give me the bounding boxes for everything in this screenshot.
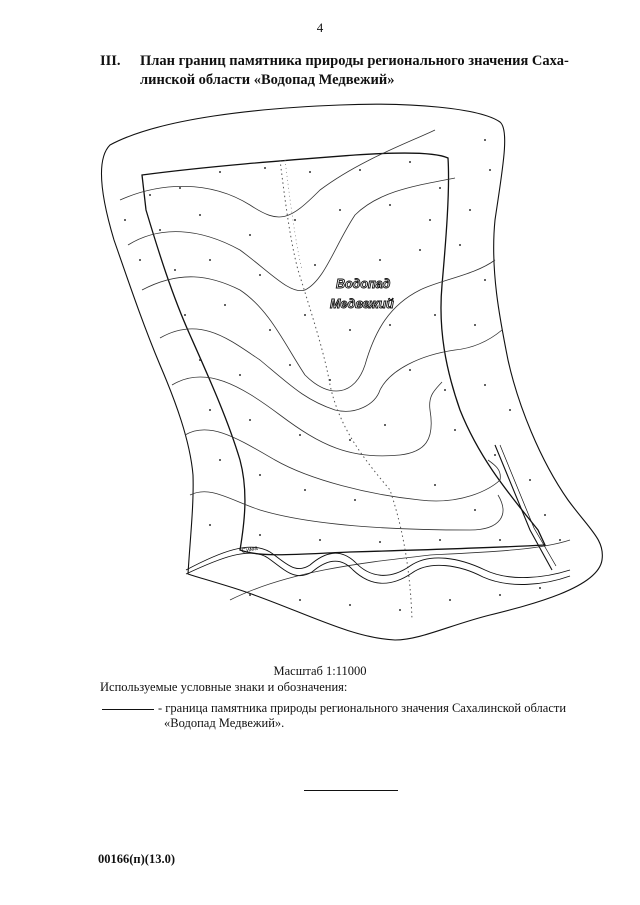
title-line-2: линской области «Водопад Медвежий» [140, 72, 395, 88]
legend-desc-line-2: «Водопад Медвежий». [164, 716, 285, 730]
monument-boundary [142, 153, 545, 555]
end-rule [304, 790, 398, 791]
river-label: Сима [240, 544, 259, 555]
legend-item-boundary [102, 701, 622, 731]
page-title [100, 52, 600, 90]
legend-caption: Используемые условные знаки и обозначения: [100, 680, 348, 694]
section-numeral: III. [100, 53, 121, 69]
page-number: 4 [316, 20, 324, 35]
document-code: 00166(п)(13.0) [98, 852, 175, 866]
legend-line-symbol [102, 709, 154, 710]
boundary-map [90, 100, 610, 655]
map-drawing [90, 100, 610, 655]
waterfall-label-line-1: Водопад [336, 277, 391, 291]
waterfall-label-line-2: Медвежий [330, 297, 394, 311]
legend-desc-line-1: - граница памятника природы регионального значения Сахалинской области [158, 701, 567, 715]
title-line-1: План границ памятника природы регионального значения Саха- [140, 53, 569, 69]
map-scale: Масштаб 1:11000 [273, 664, 367, 678]
